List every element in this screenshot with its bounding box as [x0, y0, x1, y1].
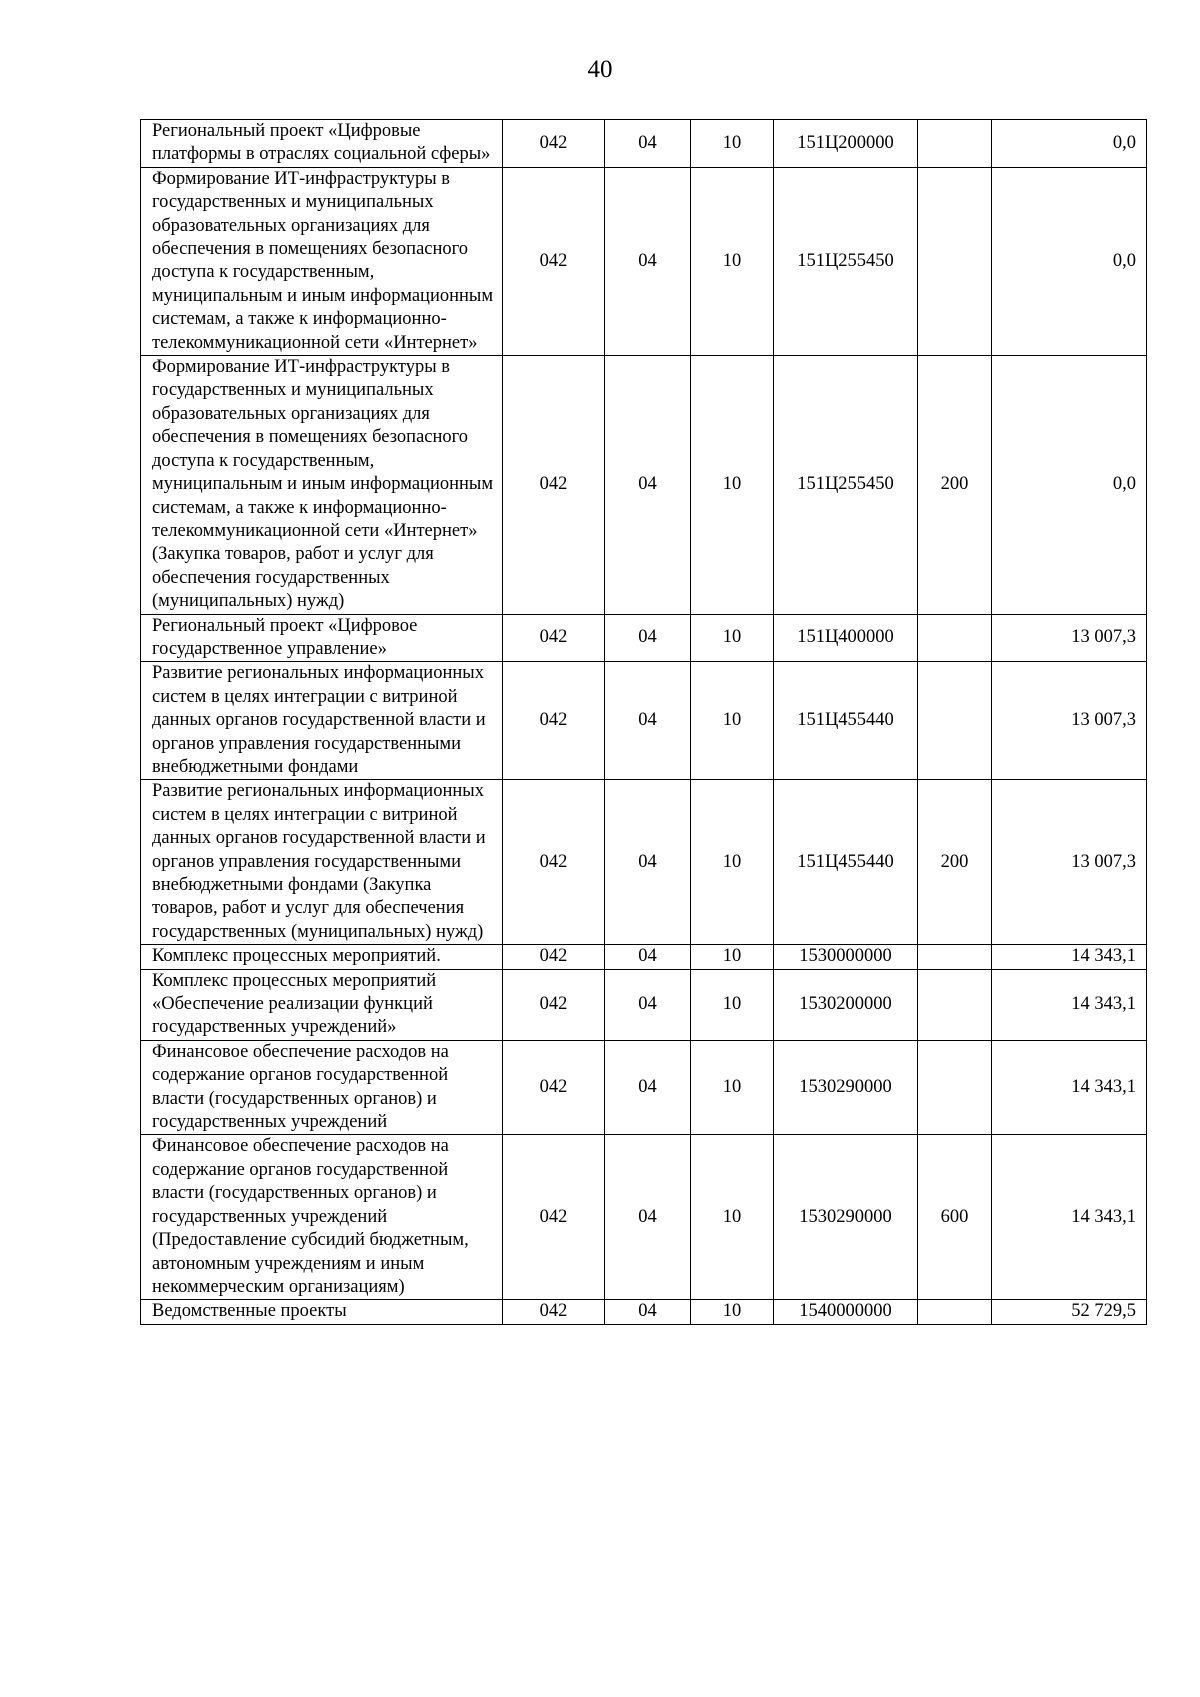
row-name-cell: Региональный проект «Цифровые платформы в отраслях социальной сферы» — [141, 120, 503, 168]
row-sum-cell: 52 729,5 — [992, 1300, 1147, 1324]
table-row — [141, 969, 1147, 1040]
row-csr-cell: 1530290000 — [774, 1040, 918, 1135]
row-rz-cell: 04 — [605, 614, 691, 662]
row-name-cell: Финансовое обеспечение расходов на содержание органов государственной власти (государственных органов) и государственных учреждений — [141, 1040, 503, 1135]
row-pr-cell: 10 — [691, 662, 774, 780]
row-csr-cell: 1530200000 — [774, 969, 918, 1040]
table-row — [141, 167, 1147, 355]
row-pr-cell: 10 — [691, 780, 774, 945]
row-vr-cell — [918, 167, 992, 355]
table-row — [141, 120, 1147, 168]
row-rz-cell: 04 — [605, 780, 691, 945]
row-gr-cell: 042 — [503, 1300, 605, 1324]
row-vr-cell — [918, 662, 992, 780]
row-gr-cell: 042 — [503, 945, 605, 969]
row-vr-cell — [918, 1300, 992, 1324]
row-sum-cell: 14 343,1 — [992, 969, 1147, 1040]
row-name-cell: Ведомственные проекты — [141, 1300, 503, 1324]
row-vr-cell — [918, 614, 992, 662]
row-gr-cell: 042 — [503, 1040, 605, 1135]
row-rz-cell: 04 — [605, 356, 691, 614]
row-sum-cell: 14 343,1 — [992, 945, 1147, 969]
budget-table — [140, 119, 1147, 1325]
row-csr-cell: 151Ц255450 — [774, 356, 918, 614]
row-vr-cell: 200 — [918, 780, 992, 945]
row-sum-cell: 0,0 — [992, 120, 1147, 168]
row-gr-cell: 042 — [503, 969, 605, 1040]
row-sum-cell: 14 343,1 — [992, 1135, 1147, 1300]
table-row — [141, 662, 1147, 780]
row-name-cell: Комплекс процессных мероприятий. — [141, 945, 503, 969]
row-vr-cell: 200 — [918, 356, 992, 614]
row-vr-cell — [918, 945, 992, 969]
row-pr-cell: 10 — [691, 1300, 774, 1324]
row-sum-cell: 13 007,3 — [992, 780, 1147, 945]
row-csr-cell: 1530290000 — [774, 1135, 918, 1300]
row-pr-cell: 10 — [691, 1040, 774, 1135]
table-row — [141, 1040, 1147, 1135]
row-csr-cell: 1530000000 — [774, 945, 918, 969]
table-row — [141, 614, 1147, 662]
row-vr-cell — [918, 969, 992, 1040]
row-csr-cell: 151Ц455440 — [774, 780, 918, 945]
row-csr-cell: 151Ц455440 — [774, 662, 918, 780]
table-row — [141, 945, 1147, 969]
row-csr-cell: 1540000000 — [774, 1300, 918, 1324]
row-name-cell: Формирование ИТ-инфраструктуры в государственных и муниципальных образовательных организациях для обеспечения в помещениях безопасного доступа к государственным, муниципальным и иным информационным системам, а также к информационно-телекоммуникационной сети «Интернет» (Закупка товаров, работ и услуг для обеспечения государственных (муниципальных) нужд) — [141, 356, 503, 614]
row-rz-cell: 04 — [605, 1040, 691, 1135]
row-csr-cell: 151Ц255450 — [774, 167, 918, 355]
row-sum-cell: 0,0 — [992, 167, 1147, 355]
row-gr-cell: 042 — [503, 356, 605, 614]
row-gr-cell: 042 — [503, 614, 605, 662]
row-gr-cell: 042 — [503, 780, 605, 945]
row-rz-cell: 04 — [605, 167, 691, 355]
row-sum-cell: 13 007,3 — [992, 614, 1147, 662]
table-row — [141, 1300, 1147, 1324]
row-gr-cell: 042 — [503, 167, 605, 355]
row-gr-cell: 042 — [503, 662, 605, 780]
page-number: 40 — [587, 56, 613, 83]
row-pr-cell: 10 — [691, 969, 774, 1040]
row-rz-cell: 04 — [605, 120, 691, 168]
row-sum-cell: 13 007,3 — [992, 662, 1147, 780]
row-pr-cell: 10 — [691, 167, 774, 355]
table-row — [141, 780, 1147, 945]
row-pr-cell: 10 — [691, 614, 774, 662]
row-csr-cell: 151Ц400000 — [774, 614, 918, 662]
row-pr-cell: 10 — [691, 1135, 774, 1300]
table-row — [141, 1135, 1147, 1300]
row-rz-cell: 04 — [605, 1135, 691, 1300]
row-rz-cell: 04 — [605, 662, 691, 780]
row-csr-cell: 151Ц200000 — [774, 120, 918, 168]
row-rz-cell: 04 — [605, 1300, 691, 1324]
row-vr-cell: 600 — [918, 1135, 992, 1300]
row-gr-cell: 042 — [503, 1135, 605, 1300]
row-pr-cell: 10 — [691, 120, 774, 168]
row-vr-cell — [918, 120, 992, 168]
row-name-cell: Комплекс процессных мероприятий «Обеспечение реализации функций государственных учреждений» — [141, 969, 503, 1040]
row-rz-cell: 04 — [605, 969, 691, 1040]
row-pr-cell: 10 — [691, 356, 774, 614]
table-row — [141, 356, 1147, 614]
row-sum-cell: 0,0 — [992, 356, 1147, 614]
row-rz-cell: 04 — [605, 945, 691, 969]
row-name-cell: Финансовое обеспечение расходов на содержание органов государственной власти (государственных органов) и государственных учреждений (Предоставление субсидий бюджетным, автономным учреждениям и иным некоммерческим организациям) — [141, 1135, 503, 1300]
row-name-cell: Развитие региональных информационных систем в целях интеграции с витриной данных органов государственной власти и органов управления государственными внебюджетными фондами (Закупка товаров, работ и услуг для обеспечения государственных (муниципальных) нужд) — [141, 780, 503, 945]
row-name-cell: Развитие региональных информационных систем в целях интеграции с витриной данных органов государственной власти и органов управления государственными внебюджетными фондами — [141, 662, 503, 780]
row-vr-cell — [918, 1040, 992, 1135]
row-gr-cell: 042 — [503, 120, 605, 168]
row-name-cell: Региональный проект «Цифровое государственное управление» — [141, 614, 503, 662]
row-pr-cell: 10 — [691, 945, 774, 969]
row-name-cell: Формирование ИТ-инфраструктуры в государственных и муниципальных образовательных организациях для обеспечения в помещениях безопасного доступа к государственным, муниципальным и иным информационным системам, а также к информационно-телекоммуникационной сети «Интернет» — [141, 167, 503, 355]
row-sum-cell: 14 343,1 — [992, 1040, 1147, 1135]
